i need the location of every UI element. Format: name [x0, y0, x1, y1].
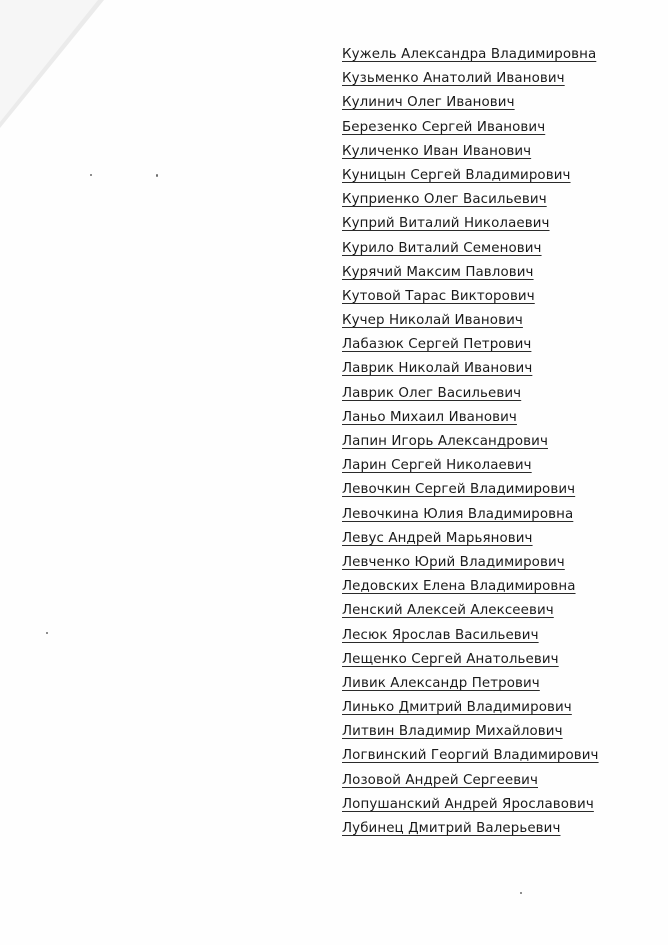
- list-item: [342, 625, 662, 649]
- person-name: Ланьо Михаил Иванович: [342, 409, 517, 425]
- person-name: Ленский Алексей Алексеевич: [342, 603, 554, 619]
- person-name: Лесюк Ярослав Васильевич: [342, 627, 539, 643]
- person-name: Логвинский Георгий Владимирович: [342, 748, 599, 764]
- list-item: [342, 721, 662, 745]
- person-name: Кутовой Тарас Викторович: [342, 288, 535, 304]
- person-name: Лабазюк Сергей Петрович: [342, 337, 532, 353]
- person-name: Левочкин Сергей Владимирович: [342, 482, 576, 498]
- list-item: [342, 92, 662, 116]
- person-name: Кужель Александра Владимировна: [342, 47, 597, 62]
- person-name: Лозовой Андрей Сергеевич: [342, 772, 538, 788]
- person-name: Куницын Сергей Владимирович: [342, 167, 571, 183]
- list-item: [342, 528, 662, 552]
- list-item: [342, 68, 662, 92]
- person-name: Ларин Сергей Николаевич: [342, 458, 532, 474]
- list-item: [342, 189, 662, 213]
- person-name: Лаврик Николай Иванович: [342, 361, 533, 377]
- person-name: Курячий Максим Павлович: [342, 264, 534, 280]
- list-item: [342, 213, 662, 237]
- scan-speck: [520, 892, 522, 894]
- list-item: [342, 431, 662, 455]
- list-item: [342, 794, 662, 818]
- name-list: [342, 44, 662, 842]
- list-item: [342, 262, 662, 286]
- person-name: Левченко Юрий Владимирович: [342, 554, 565, 570]
- person-name: Лаврик Олег Васильевич: [342, 385, 522, 401]
- scan-speck: [90, 174, 92, 176]
- list-item: [342, 238, 662, 262]
- scan-speck: [156, 174, 158, 177]
- person-name: Лапин Игорь Александрович: [342, 434, 548, 449]
- list-item: [342, 576, 662, 600]
- person-name: Березенко Сергей Иванович: [342, 119, 546, 135]
- list-item: [342, 504, 662, 528]
- list-item: [342, 552, 662, 576]
- folded-corner: [0, 0, 98, 122]
- person-name: Лещенко Сергей Анатольевич: [342, 651, 559, 667]
- list-item: [342, 479, 662, 503]
- person-name: Линько Дмитрий Владимирович: [342, 700, 572, 716]
- list-item: [342, 310, 662, 334]
- person-name: Ледовских Елена Владимировна: [342, 579, 576, 595]
- person-name: Куприенко Олег Васильевич: [342, 192, 547, 208]
- list-item: [342, 745, 662, 769]
- list-item: [342, 600, 662, 624]
- person-name: Литвин Владимир Михайлович: [342, 724, 563, 740]
- person-name: Лубинец Дмитрий Валерьевич: [342, 821, 561, 836]
- list-item: [342, 334, 662, 358]
- scan-speck: [46, 632, 48, 634]
- list-item: [342, 286, 662, 310]
- list-item: [342, 455, 662, 479]
- person-name: Ливик Александр Петрович: [342, 675, 540, 691]
- person-name: Куприй Виталий Николаевич: [342, 216, 550, 232]
- person-name: Куличенко Иван Иванович: [342, 143, 532, 159]
- person-name: Лопушанский Андрей Ярославович: [342, 796, 594, 812]
- list-item: [342, 697, 662, 721]
- list-item: [342, 673, 662, 697]
- list-item: [342, 383, 662, 407]
- person-name: Курило Виталий Семенович: [342, 240, 542, 256]
- list-item: [342, 649, 662, 673]
- list-item: [342, 44, 662, 68]
- person-name: Кулинич Олег Иванович: [342, 95, 515, 111]
- list-item: [342, 117, 662, 141]
- list-item: [342, 141, 662, 165]
- person-name: Левочкина Юлия Владимировна: [342, 506, 574, 522]
- list-item: [342, 358, 662, 382]
- list-item: [342, 818, 662, 842]
- person-name: Левус Андрей Марьянович: [342, 530, 533, 546]
- list-item: [342, 407, 662, 431]
- person-name: Кузьменко Анатолий Иванович: [342, 71, 565, 87]
- list-item: [342, 770, 662, 794]
- person-name: Кучер Николай Иванович: [342, 313, 523, 329]
- list-item: [342, 165, 662, 189]
